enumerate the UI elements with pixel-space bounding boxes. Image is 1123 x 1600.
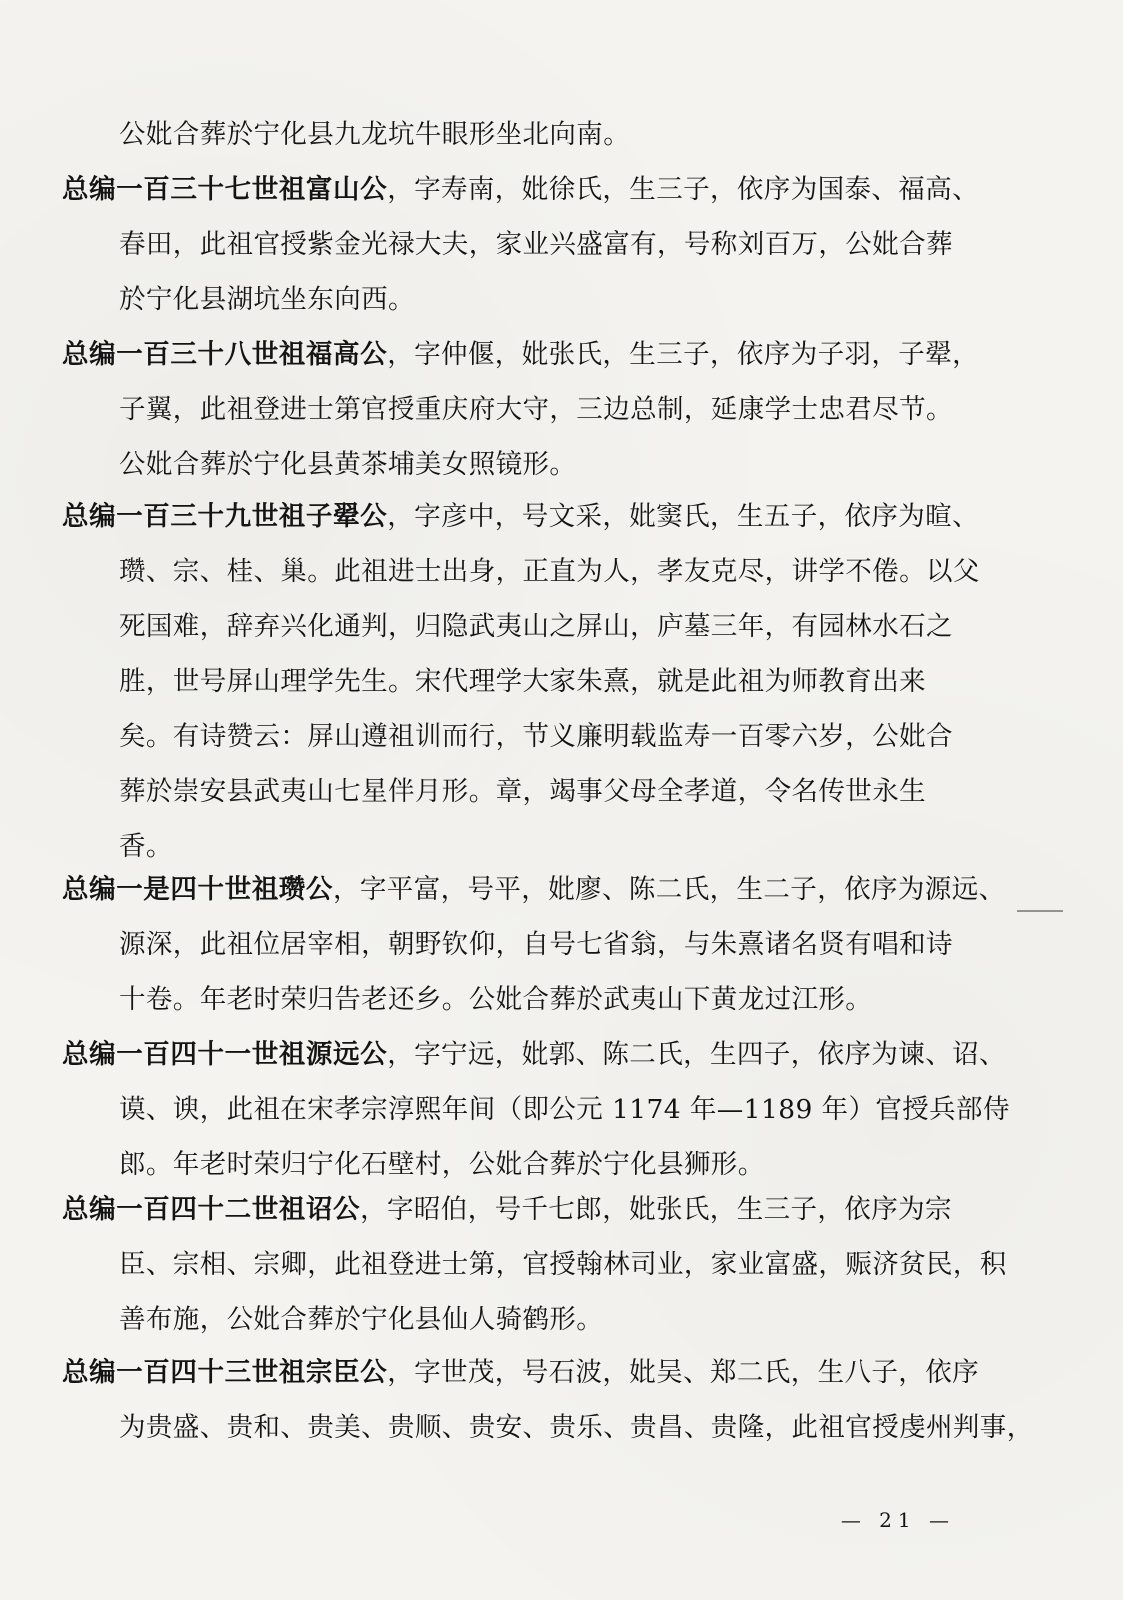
entry-line: 臣、宗相、宗卿，此祖登进士第，官授翰林司业，家业富盛，赈济贫民，积	[119, 1249, 1007, 1280]
entry-line: 善布施，公妣合葬於宁化县仙人骑鹤形。	[119, 1304, 604, 1335]
entry-heading: 总编一百三十九世祖子翚公	[62, 501, 388, 532]
entry-line: 郎。年老时荣归宁化石壁村，公妣合葬於宁化县狮形。	[119, 1149, 765, 1180]
entry-heading: 总编一百三十八世祖福高公	[62, 339, 388, 370]
entry-heading: 总编一百四十一世祖源远公	[62, 1039, 388, 1070]
margin-dash-mark	[1017, 910, 1063, 912]
entry-line: ，字世茂，号石波，妣吴、郑二氏，生八子，依序	[387, 1357, 980, 1388]
page-number: — 21 —	[840, 1508, 955, 1532]
entry-line: 葬於崇安县武夷山七星伴月形。章，竭事父母全孝道，令名传世永生	[119, 776, 926, 807]
entry-line: 十卷。年老时荣归告老还乡。公妣合葬於武夷山下黄龙过江形。	[119, 984, 873, 1015]
entry-heading: 总编一百四十二世祖诏公	[62, 1194, 361, 1225]
entry-line: 源深，此祖位居宰相，朝野钦仰，自号七省翁，与朱熹诸名贤有唱和诗	[119, 929, 953, 960]
entry-line: 瓒、宗、桂、巢。此祖进士出身，正直为人，孝友克尽，讲学不倦。以父	[119, 556, 980, 587]
entry-line: 矣。有诗赞云：屏山遵祖训而行，节义廉明载监寿一百零六岁，公妣合	[119, 721, 953, 752]
entry-line: 谟、谀，此祖在宋孝宗淳熙年间（即公元 1174 年—1189 年）官授兵部侍	[119, 1094, 1010, 1125]
entry-heading: 总编一百三十七世祖富山公	[62, 174, 388, 205]
entry-heading: 总编一百四十三世祖宗臣公	[62, 1357, 388, 1388]
entry-line: ，字宁远，妣郭、陈二氏，生四子，依序为谏、诏、	[387, 1039, 1006, 1070]
entry-line: 子翼，此祖登进士第官授重庆府大守，三边总制，延康学士忠君尽节。	[119, 394, 953, 425]
entry-139th-zihui	[62, 489, 992, 874]
entry-line: 胜，世号屏山理学先生。宋代理学大家朱熹，就是此祖为师教育出来	[119, 666, 926, 697]
entry-138th-fugao	[62, 327, 992, 492]
entry-142nd-zhao	[62, 1182, 1007, 1347]
entry-140th-zan	[62, 862, 1006, 1027]
entry-143rd-zongchen	[62, 1345, 1034, 1455]
entry-line: 春田，此祖官授紫金光禄大夫，家业兴盛富有，号称刘百万，公妣合葬	[119, 229, 953, 260]
entry-line: ，字平富，号平，妣廖、陈二氏，生二子，依序为源远、	[333, 874, 1006, 905]
entry-line: ，字仲偃，妣张氏，生三子，依序为子羽，子翚，	[387, 339, 980, 370]
entry-heading: 总编一是四十世祖瓒公	[62, 874, 333, 905]
entry-line: 香。	[119, 831, 173, 862]
entry-141st-yuanyuan	[62, 1027, 1010, 1192]
entry-137th-fushan	[62, 162, 992, 327]
entry-line: 公妣合葬於宁化县九龙坑牛眼形坐北向南。	[119, 119, 631, 150]
entry-line: ，字寿南，妣徐氏，生三子，依序为国泰、福高、	[387, 174, 980, 205]
entry-line: 公妣合葬於宁化县黄茶埔美女照镜形。	[119, 449, 577, 480]
entry-line: 为贵盛、贵和、贵美、贵顺、贵安、贵乐、贵昌、贵隆，此祖官授虔州判事，	[119, 1412, 1034, 1443]
entry-line: 於宁化县湖坑坐东向西。	[119, 284, 415, 315]
entry-line: ，字昭伯，号千七郎，妣张氏，生三子，依序为宗	[360, 1194, 952, 1225]
entry-continuation	[62, 107, 992, 162]
entry-line: 死国难，辞弃兴化通判，归隐武夷山之屏山，庐墓三年，有园林水石之	[119, 611, 953, 642]
entry-line: ，字彦中，号文采，妣窦氏，生五子，依序为暄、	[387, 501, 980, 532]
